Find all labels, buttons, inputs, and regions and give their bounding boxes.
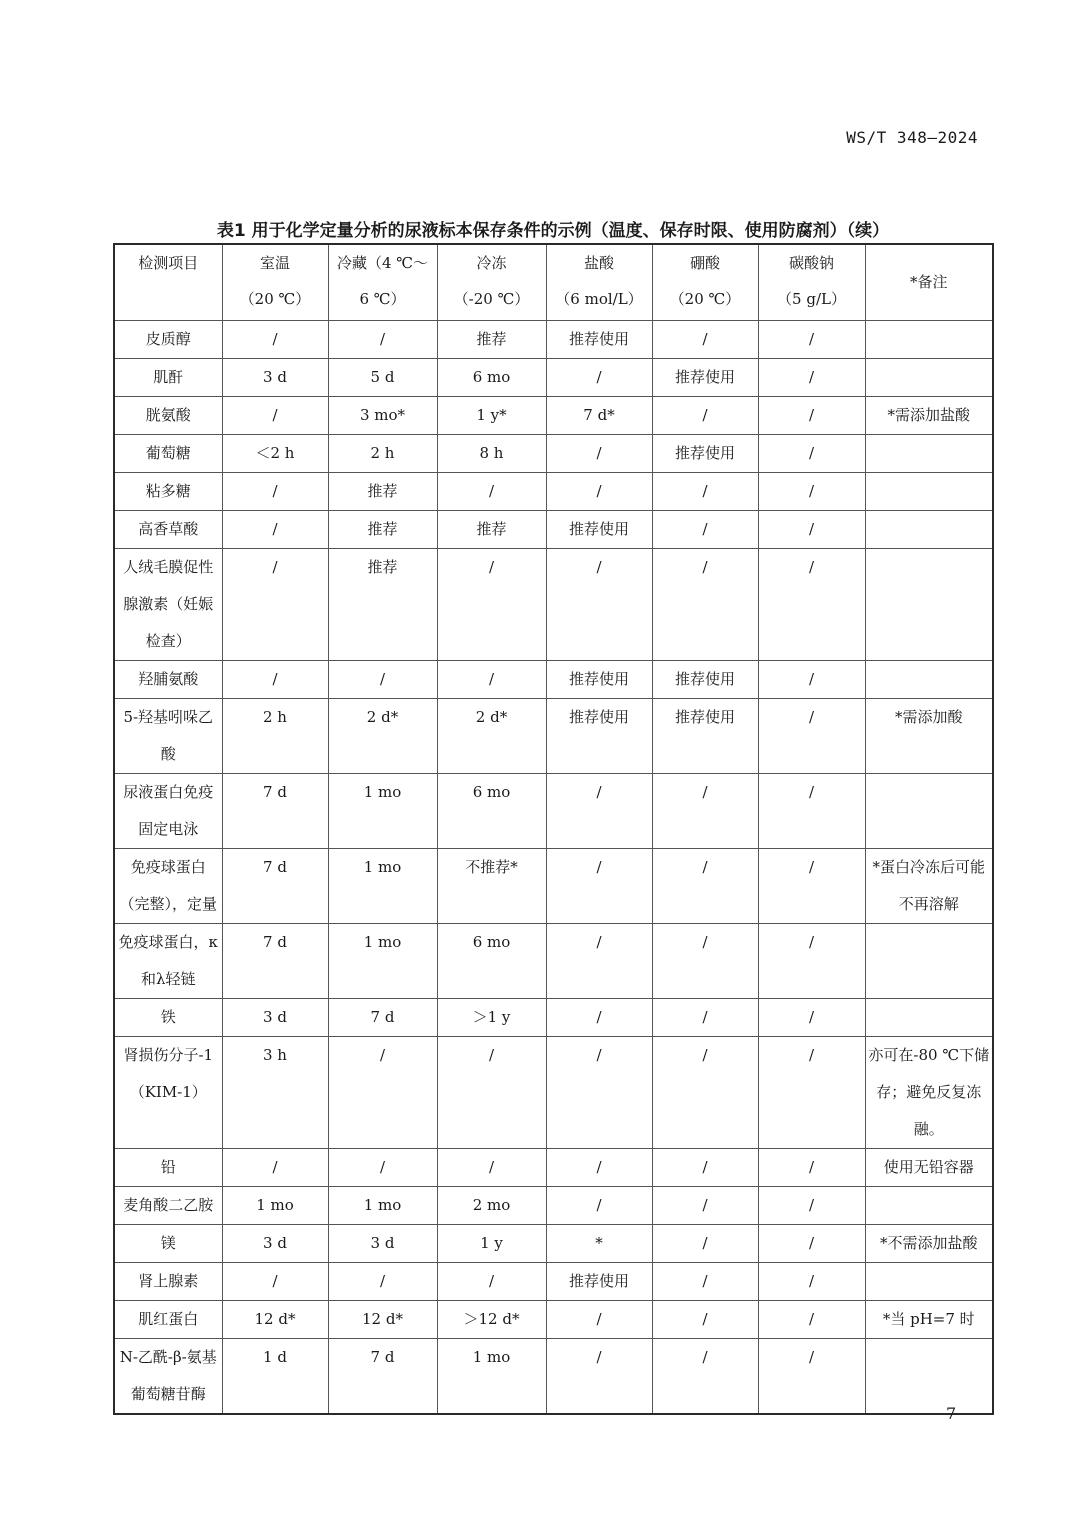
- table-cell-value: /: [546, 923, 652, 998]
- table-cell-value: 推荐使用: [652, 358, 758, 396]
- table-cell-value: 1 mo: [437, 1338, 546, 1414]
- header-frozen-text: 冷冻 （-20 ℃）: [453, 254, 530, 308]
- table-cell-value: /: [222, 660, 328, 698]
- header-room-temp-text: 室温 （20 ℃）: [239, 254, 311, 308]
- table-cell-value: 不推荐*: [437, 848, 546, 923]
- table-cell-value: 推荐使用: [652, 660, 758, 698]
- table-cell-value: 推荐使用: [546, 320, 652, 358]
- table-cell-remark: [865, 923, 993, 998]
- table-cell-value: 6 mo: [437, 773, 546, 848]
- table-row: [114, 1036, 993, 1148]
- table-cell-value: 1 d: [222, 1338, 328, 1414]
- table-cell-value: /: [652, 1300, 758, 1338]
- table-cell-remark: *需添加酸: [865, 698, 993, 773]
- table-cell-remark: *不需添加盐酸: [865, 1224, 993, 1262]
- table-row: [114, 434, 993, 472]
- table-cell-value: 3 mo*: [328, 396, 437, 434]
- table-cell-value: 12 d*: [328, 1300, 437, 1338]
- table-row: [114, 358, 993, 396]
- table-row: [114, 1338, 993, 1414]
- table-cell-remark: *蛋白冷冻后可能不再溶解: [865, 848, 993, 923]
- table-header-row: [114, 244, 993, 320]
- table-cell-value: /: [222, 548, 328, 660]
- table-cell-remark: [865, 1262, 993, 1300]
- header-frozen: [437, 244, 546, 320]
- table-cell-remark: [865, 320, 993, 358]
- table-cell-value: 3 d: [222, 1224, 328, 1262]
- table-cell-item: 胱氨酸: [114, 396, 222, 434]
- table-row: [114, 510, 993, 548]
- table-cell-value: 3 h: [222, 1036, 328, 1148]
- table-cell-item: 粘多糖: [114, 472, 222, 510]
- table-cell-value: 推荐: [328, 472, 437, 510]
- table-row: [114, 396, 993, 434]
- table-cell-value: 2 d*: [328, 698, 437, 773]
- table-cell-value: 推荐: [328, 548, 437, 660]
- table-cell-value: /: [652, 1186, 758, 1224]
- table-cell-value: 推荐使用: [546, 698, 652, 773]
- table-cell-value: /: [652, 998, 758, 1036]
- table-cell-value: /: [328, 660, 437, 698]
- table-cell-item: 皮质醇: [114, 320, 222, 358]
- table-cell-value: 1 mo: [328, 848, 437, 923]
- table-cell-item: 铅: [114, 1148, 222, 1186]
- table-cell-remark: [865, 510, 993, 548]
- table-cell-item: 人绒毛膜促性腺激素（妊娠检查）: [114, 548, 222, 660]
- table-title: 表1 用于化学定量分析的尿液标本保存条件的示例（温度、保存时限、使用防腐剂）（续）: [216, 221, 890, 241]
- table-row: [114, 472, 993, 510]
- table-cell-value: /: [546, 358, 652, 396]
- table-cell-value: ＜2 h: [222, 434, 328, 472]
- table-cell-value: /: [758, 1224, 865, 1262]
- table-cell-value: /: [652, 773, 758, 848]
- table-cell-item: 肌酐: [114, 358, 222, 396]
- table-cell-value: 7 d: [222, 773, 328, 848]
- table-cell-value: /: [758, 396, 865, 434]
- header-test-item: 检测项目: [114, 244, 222, 320]
- table-row: [114, 698, 993, 773]
- header-boric-acid-text: 硼酸 （20 ℃）: [669, 254, 741, 308]
- table-cell-value: 7 d: [222, 848, 328, 923]
- table-row: [114, 1186, 993, 1224]
- table-cell-value: 3 d: [328, 1224, 437, 1262]
- table-cell-remark: [865, 1338, 993, 1414]
- table-cell-value: /: [758, 472, 865, 510]
- table-row: [114, 660, 993, 698]
- table-cell-value: /: [652, 396, 758, 434]
- table-cell-value: /: [652, 320, 758, 358]
- table-cell-value: 7 d: [222, 923, 328, 998]
- table-row: [114, 1300, 993, 1338]
- table-cell-value: /: [652, 1224, 758, 1262]
- table-cell-value: 5 d: [328, 358, 437, 396]
- table-cell-value: /: [758, 998, 865, 1036]
- table-cell-remark: [865, 434, 993, 472]
- table-cell-item: 羟脯氨酸: [114, 660, 222, 698]
- table-cell-remark: [865, 1186, 993, 1224]
- table-cell-value: /: [546, 1186, 652, 1224]
- header-remark: *备注: [865, 244, 993, 320]
- table-cell-value: /: [758, 698, 865, 773]
- table-cell-value: /: [328, 1036, 437, 1148]
- table-cell-value: 7 d*: [546, 396, 652, 434]
- table-cell-value: 1 mo: [328, 1186, 437, 1224]
- table-cell-value: 推荐使用: [652, 698, 758, 773]
- table-cell-value: /: [546, 1338, 652, 1414]
- table-cell-value: /: [758, 1186, 865, 1224]
- table-cell-value: /: [652, 1338, 758, 1414]
- table-cell-item: 免疫球蛋白，κ和λ轻链: [114, 923, 222, 998]
- table-cell-value: /: [652, 1036, 758, 1148]
- table-cell-value: /: [758, 1338, 865, 1414]
- table-cell-value: ＞1 y: [437, 998, 546, 1036]
- table-cell-value: /: [328, 1262, 437, 1300]
- table-cell-value: 推荐: [437, 510, 546, 548]
- table-cell-value: 7 d: [328, 1338, 437, 1414]
- table-cell-value: 推荐使用: [546, 510, 652, 548]
- table-row: [114, 923, 993, 998]
- table-cell-value: /: [546, 998, 652, 1036]
- table-cell-value: /: [758, 510, 865, 548]
- table-cell-value: /: [652, 1262, 758, 1300]
- header-room-temp: [222, 244, 328, 320]
- table-cell-item: 麦角酸二乙胺: [114, 1186, 222, 1224]
- table-cell-value: /: [222, 472, 328, 510]
- table-cell-value: /: [546, 548, 652, 660]
- table-row: [114, 1224, 993, 1262]
- table-cell-item: N-乙酰-β-氨基葡萄糖苷酶: [114, 1338, 222, 1414]
- table-cell-value: /: [546, 434, 652, 472]
- table-cell-value: 3 d: [222, 998, 328, 1036]
- table-cell-value: /: [758, 848, 865, 923]
- table-row: [114, 1262, 993, 1300]
- header-refrigerated: [328, 244, 437, 320]
- storage-conditions-table: [113, 243, 994, 1415]
- table-cell-value: /: [652, 548, 758, 660]
- table-body: [114, 320, 993, 1414]
- table-cell-value: /: [652, 923, 758, 998]
- table-cell-item: 肾损伤分子-1（KIM-1）: [114, 1036, 222, 1148]
- table-cell-value: /: [222, 510, 328, 548]
- table-cell-value: /: [437, 1148, 546, 1186]
- table-cell-value: /: [546, 848, 652, 923]
- table-cell-item: 尿液蛋白免疫固定电泳: [114, 773, 222, 848]
- table-cell-value: /: [546, 1036, 652, 1148]
- table-cell-item: 5-羟基吲哚乙酸: [114, 698, 222, 773]
- table-cell-item: 铁: [114, 998, 222, 1036]
- table-cell-remark: 使用无铅容器: [865, 1148, 993, 1186]
- table-cell-value: 推荐使用: [546, 1262, 652, 1300]
- table-cell-remark: [865, 472, 993, 510]
- header-boric-acid: [652, 244, 758, 320]
- table-cell-value: /: [222, 1148, 328, 1186]
- table-cell-item: 肌红蛋白: [114, 1300, 222, 1338]
- table-cell-value: /: [546, 472, 652, 510]
- table-cell-remark: *需添加盐酸: [865, 396, 993, 434]
- table-row: [114, 548, 993, 660]
- table-cell-value: /: [758, 548, 865, 660]
- table-cell-remark: [865, 998, 993, 1036]
- table-cell-value: 1 mo: [222, 1186, 328, 1224]
- table-cell-remark: [865, 548, 993, 660]
- table-cell-value: /: [652, 510, 758, 548]
- header-hydrochloric-acid-text: 盐酸 （6 mol/L）: [555, 254, 643, 308]
- table-cell-value: /: [546, 1300, 652, 1338]
- table-cell-value: /: [546, 1148, 652, 1186]
- document-code: WS/T 348—2024: [846, 128, 978, 147]
- table-cell-value: /: [222, 320, 328, 358]
- table-cell-value: /: [758, 1262, 865, 1300]
- table-row: [114, 848, 993, 923]
- table-cell-value: /: [758, 660, 865, 698]
- table-cell-value: 1 mo: [328, 923, 437, 998]
- table-cell-value: /: [758, 1036, 865, 1148]
- table-cell-value: /: [437, 472, 546, 510]
- table-cell-value: /: [437, 1262, 546, 1300]
- table-cell-item: 镁: [114, 1224, 222, 1262]
- table-row: [114, 998, 993, 1036]
- header-sodium-carbonate-text: 碳酸钠 （5 g/L）: [777, 254, 846, 308]
- table-cell-value: /: [758, 773, 865, 848]
- table-cell-value: /: [222, 1262, 328, 1300]
- table-cell-value: /: [437, 660, 546, 698]
- table-cell-value: 2 mo: [437, 1186, 546, 1224]
- table-cell-value: 6 mo: [437, 358, 546, 396]
- table-cell-remark: *当 pH=7 时: [865, 1300, 993, 1338]
- table-cell-value: 推荐: [437, 320, 546, 358]
- table-cell-value: 推荐: [328, 510, 437, 548]
- table-cell-value: 6 mo: [437, 923, 546, 998]
- table-cell-value: /: [758, 1148, 865, 1186]
- table-cell-value: /: [437, 548, 546, 660]
- table-cell-value: 12 d*: [222, 1300, 328, 1338]
- table-cell-remark: [865, 358, 993, 396]
- table-cell-value: 1 y: [437, 1224, 546, 1262]
- table-cell-value: /: [222, 396, 328, 434]
- table-row: [114, 1148, 993, 1186]
- table-cell-value: /: [758, 320, 865, 358]
- table-cell-value: /: [758, 358, 865, 396]
- table-cell-value: /: [546, 773, 652, 848]
- table-cell-value: /: [758, 1300, 865, 1338]
- table-cell-value: 7 d: [328, 998, 437, 1036]
- header-sodium-carbonate: [758, 244, 865, 320]
- table-cell-remark: [865, 773, 993, 848]
- table-cell-value: 8 h: [437, 434, 546, 472]
- table-cell-value: 1 y*: [437, 396, 546, 434]
- table-cell-value: /: [758, 434, 865, 472]
- table-cell-item: 肾上腺素: [114, 1262, 222, 1300]
- table-cell-value: /: [758, 923, 865, 998]
- table-cell-value: 推荐使用: [652, 434, 758, 472]
- table-cell-value: 3 d: [222, 358, 328, 396]
- table-row: [114, 320, 993, 358]
- table-cell-value: /: [652, 1148, 758, 1186]
- table-cell-item: 高香草酸: [114, 510, 222, 548]
- table-cell-value: 2 d*: [437, 698, 546, 773]
- table-cell-value: /: [652, 848, 758, 923]
- table-cell-value: /: [437, 1036, 546, 1148]
- table-cell-item: 葡萄糖: [114, 434, 222, 472]
- table-cell-remark: [865, 660, 993, 698]
- table-row: [114, 773, 993, 848]
- table-cell-value: 推荐使用: [546, 660, 652, 698]
- page-number: 7: [946, 1404, 957, 1423]
- header-hydrochloric-acid: [546, 244, 652, 320]
- table-cell-value: /: [328, 1148, 437, 1186]
- table-cell-value: ＞12 d*: [437, 1300, 546, 1338]
- table-cell-item: 免疫球蛋白（完整），定量: [114, 848, 222, 923]
- table-cell-remark: 亦可在-80 ℃下储存；避免反复冻融。: [865, 1036, 993, 1148]
- table-cell-value: /: [652, 472, 758, 510]
- table-cell-value: *: [546, 1224, 652, 1262]
- table-cell-value: /: [328, 320, 437, 358]
- table-cell-value: 1 mo: [328, 773, 437, 848]
- header-refrigerated-text: 冷藏（4 ℃～ 6 ℃）: [336, 254, 429, 308]
- table-cell-value: 2 h: [222, 698, 328, 773]
- table-cell-value: 2 h: [328, 434, 437, 472]
